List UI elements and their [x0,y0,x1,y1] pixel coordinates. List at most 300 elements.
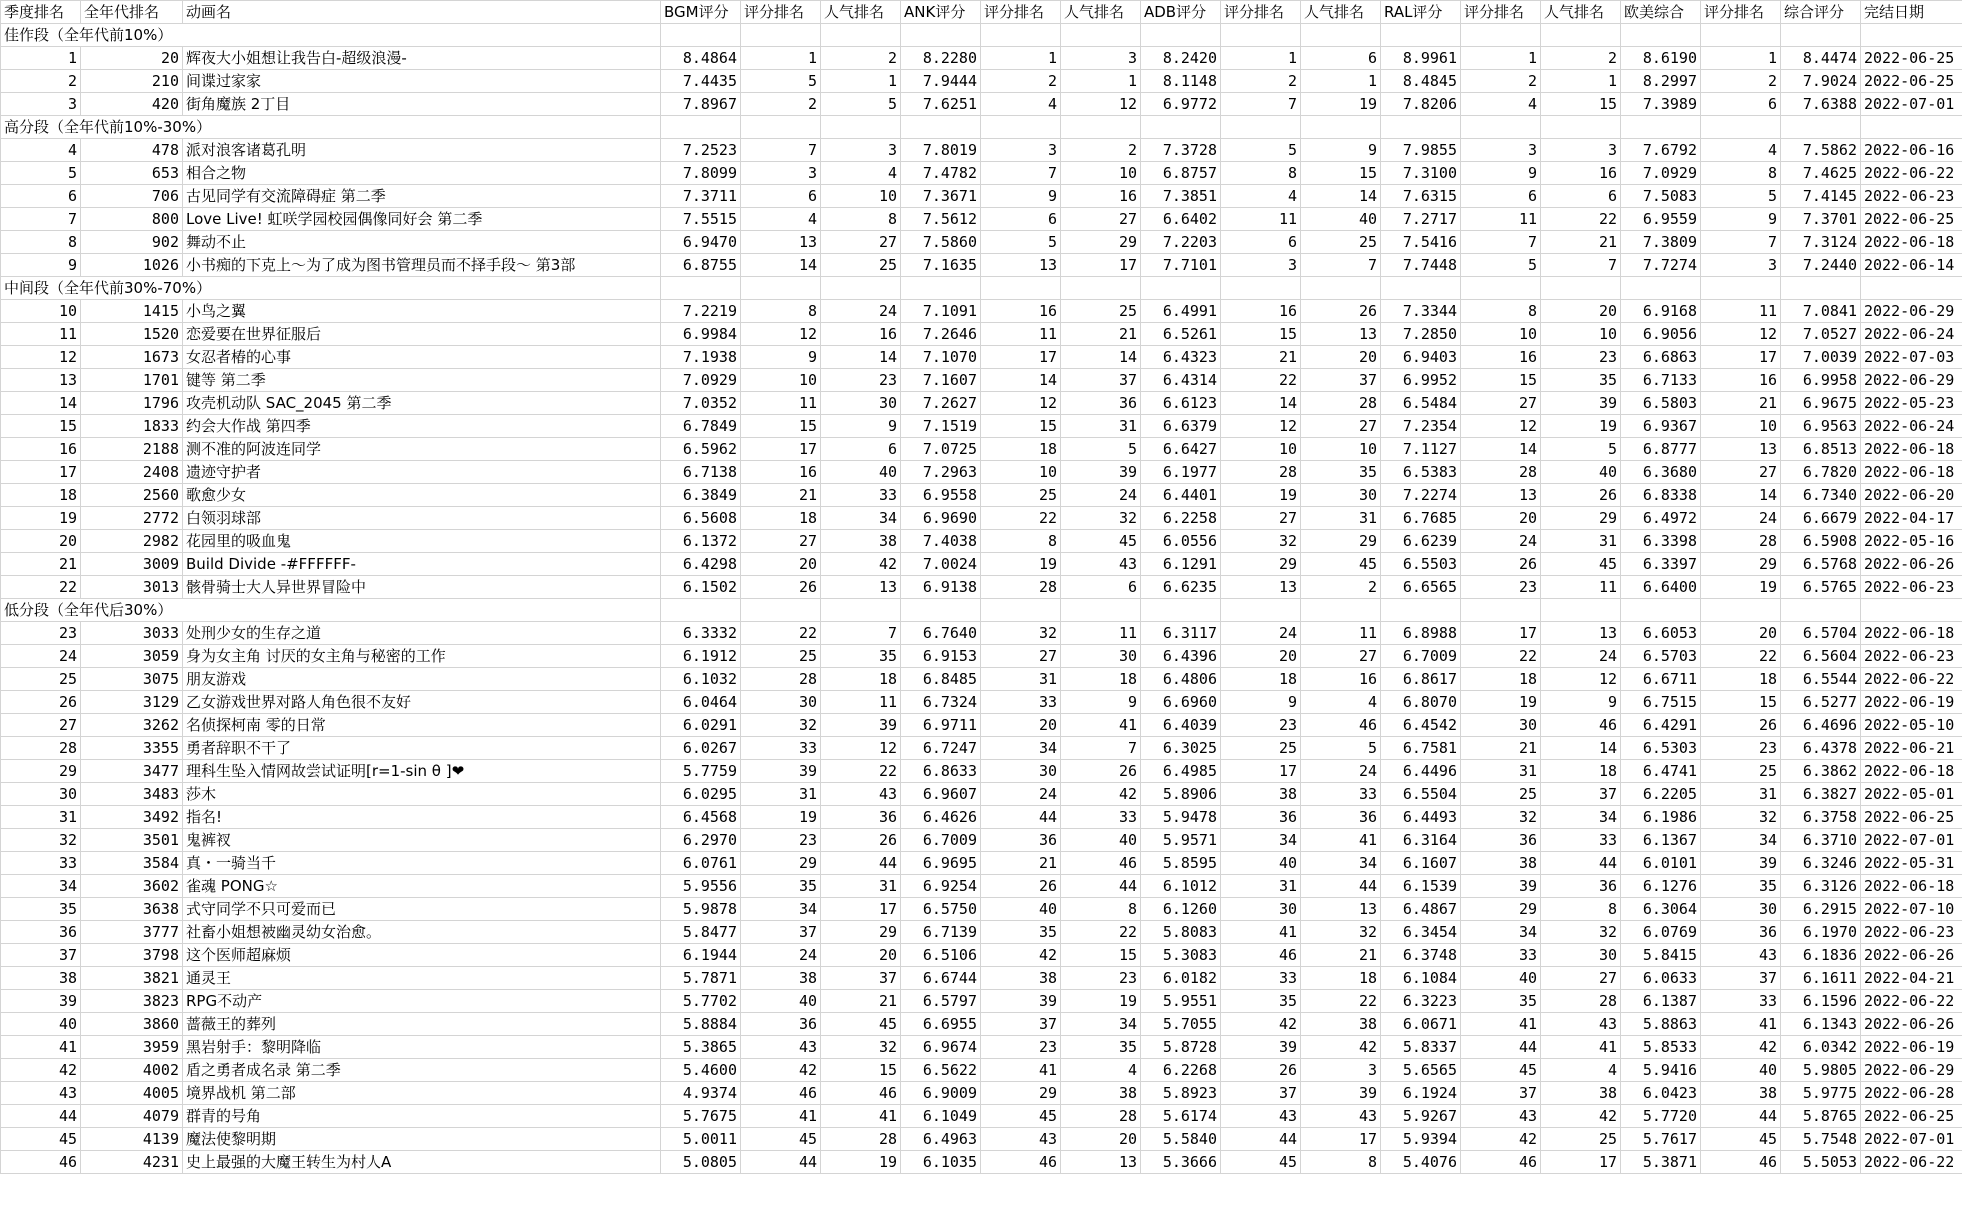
value-cell[interactable]: 2 [1061,139,1141,162]
value-cell[interactable]: 45 [821,1013,901,1036]
value-cell[interactable]: 6.3758 [1781,806,1861,829]
value-cell[interactable]: 46 [821,1082,901,1105]
value-cell[interactable]: 16 [1701,369,1781,392]
value-cell[interactable]: 6.5765 [1781,576,1861,599]
value-cell[interactable]: 3860 [81,1013,183,1036]
value-cell[interactable]: 9 [1,254,81,277]
value-cell[interactable]: 37 [1221,1082,1301,1105]
value-cell[interactable]: 29 [981,1082,1061,1105]
value-cell[interactable]: 7.1635 [901,254,981,277]
anime-name-cell[interactable]: 真・一骑当千 [183,852,661,875]
value-cell[interactable]: 13 [741,231,821,254]
value-cell[interactable]: 6.9056 [1621,323,1701,346]
value-cell[interactable]: 13 [1541,622,1621,645]
value-cell[interactable]: 13 [1,369,81,392]
value-cell[interactable]: 34 [1301,852,1381,875]
value-cell[interactable]: 16 [1301,668,1381,691]
value-cell[interactable]: 44 [981,806,1061,829]
value-cell[interactable]: 5.7759 [661,760,741,783]
value-cell[interactable]: 28 [821,1128,901,1151]
value-cell[interactable]: 36 [821,806,901,829]
value-cell[interactable]: 45 [1701,1128,1781,1151]
value-cell[interactable]: 2 [1541,47,1621,70]
finish-date-cell[interactable]: 2022-06-25 [1861,47,1962,70]
value-cell[interactable]: 17 [1061,254,1141,277]
value-cell[interactable]: 22 [981,507,1061,530]
value-cell[interactable]: 3798 [81,944,183,967]
value-cell[interactable]: 2 [1,70,81,93]
value-cell[interactable]: 6.2915 [1781,898,1861,921]
value-cell[interactable]: 13 [1701,438,1781,461]
value-cell[interactable]: 35 [981,921,1061,944]
value-cell[interactable]: 16 [821,323,901,346]
value-cell[interactable]: 7 [1061,737,1141,760]
value-cell[interactable]: 5.9878 [661,898,741,921]
value-cell[interactable]: 16 [1461,346,1541,369]
value-cell[interactable]: 7.6388 [1781,93,1861,116]
value-cell[interactable]: 2 [1301,576,1381,599]
value-cell[interactable]: 37 [1461,1082,1541,1105]
anime-name-cell[interactable]: 恋爱要在世界征服后 [183,323,661,346]
empty-cell[interactable] [1061,116,1141,139]
value-cell[interactable]: 14 [1461,438,1541,461]
value-cell[interactable]: 5.3083 [1141,944,1221,967]
value-cell[interactable]: 12 [1221,415,1301,438]
value-cell[interactable]: 6.9558 [901,484,981,507]
value-cell[interactable]: 27 [821,231,901,254]
value-cell[interactable]: 19 [1061,990,1141,1013]
value-cell[interactable]: 9 [981,185,1061,208]
anime-name-cell[interactable]: 遗迹守护者 [183,461,661,484]
value-cell[interactable]: 5.8337 [1381,1036,1461,1059]
value-cell[interactable]: 6 [1461,185,1541,208]
value-cell[interactable]: 15 [1461,369,1541,392]
value-cell[interactable]: 43 [1221,1105,1301,1128]
value-cell[interactable]: 13 [1301,898,1381,921]
value-cell[interactable]: 6.0633 [1621,967,1701,990]
value-cell[interactable]: 18 [1461,668,1541,691]
value-cell[interactable]: 478 [81,139,183,162]
value-cell[interactable]: 3477 [81,760,183,783]
value-cell[interactable]: 8 [821,208,901,231]
value-cell[interactable]: 1 [741,47,821,70]
value-cell[interactable]: 16 [1,438,81,461]
value-cell[interactable]: 9 [821,415,901,438]
value-cell[interactable]: 18 [1061,668,1141,691]
value-cell[interactable]: 6.8485 [901,668,981,691]
value-cell[interactable]: 5 [1,162,81,185]
empty-cell[interactable] [901,116,981,139]
value-cell[interactable]: 800 [81,208,183,231]
value-cell[interactable]: 4 [1,139,81,162]
value-cell[interactable]: 34 [981,737,1061,760]
value-cell[interactable]: 43 [1,1082,81,1105]
value-cell[interactable]: 6.5908 [1781,530,1861,553]
value-cell[interactable]: 18 [821,668,901,691]
value-cell[interactable]: 8.2420 [1141,47,1221,70]
value-cell[interactable]: 20 [1061,1128,1141,1151]
value-cell[interactable]: 27 [1,714,81,737]
value-cell[interactable]: 21 [821,990,901,1013]
value-cell[interactable]: 3 [1,93,81,116]
value-cell[interactable]: 46 [1301,714,1381,737]
empty-cell[interactable] [741,116,821,139]
value-cell[interactable]: 43 [1061,553,1141,576]
value-cell[interactable]: 7.3100 [1381,162,1461,185]
value-cell[interactable]: 38 [1541,1082,1621,1105]
value-cell[interactable]: 20 [981,714,1061,737]
value-cell[interactable]: 12 [1061,93,1141,116]
value-cell[interactable]: 5.0805 [661,1151,741,1174]
value-cell[interactable]: 42 [821,553,901,576]
value-cell[interactable]: 11 [1301,622,1381,645]
finish-date-cell[interactable]: 2022-06-26 [1861,1013,1962,1036]
value-cell[interactable]: 6.6239 [1381,530,1461,553]
value-cell[interactable]: 8 [1061,898,1141,921]
finish-date-cell[interactable]: 2022-06-24 [1861,415,1962,438]
anime-name-cell[interactable]: 歌愈少女 [183,484,661,507]
value-cell[interactable]: 7 [821,622,901,645]
value-cell[interactable]: 9 [741,346,821,369]
value-cell[interactable]: 6.1539 [1381,875,1461,898]
finish-date-cell[interactable]: 2022-06-18 [1861,231,1962,254]
value-cell[interactable]: 6.1836 [1781,944,1861,967]
value-cell[interactable]: 41 [981,1059,1061,1082]
value-cell[interactable]: 39 [1541,392,1621,415]
empty-cell[interactable] [1141,599,1221,622]
value-cell[interactable]: 7.5612 [901,208,981,231]
value-cell[interactable]: 32 [1461,806,1541,829]
value-cell[interactable]: 6.4493 [1381,806,1461,829]
value-cell[interactable]: 38 [1061,1082,1141,1105]
value-cell[interactable]: 17 [1541,1151,1621,1174]
value-cell[interactable]: 5.8906 [1141,783,1221,806]
empty-cell[interactable] [1621,24,1701,47]
value-cell[interactable]: 6.1912 [661,645,741,668]
value-cell[interactable]: 6.7685 [1381,507,1461,530]
anime-name-cell[interactable]: 盾之勇者成名录 第二季 [183,1059,661,1082]
empty-cell[interactable] [1781,277,1861,300]
value-cell[interactable]: 6.0464 [661,691,741,714]
empty-cell[interactable] [821,599,901,622]
value-cell[interactable]: 14 [741,254,821,277]
finish-date-cell[interactable]: 2022-06-24 [1861,323,1962,346]
value-cell[interactable]: 15 [1701,691,1781,714]
value-cell[interactable]: 30 [821,392,901,415]
value-cell[interactable]: 6.1924 [1381,1082,1461,1105]
value-cell[interactable]: 7.2354 [1381,415,1461,438]
value-cell[interactable]: 40 [1461,967,1541,990]
value-cell[interactable]: 8 [1461,300,1541,323]
value-cell[interactable]: 28 [1221,461,1301,484]
value-cell[interactable]: 11 [1541,576,1621,599]
value-cell[interactable]: 45 [1061,530,1141,553]
value-cell[interactable]: 7.7448 [1381,254,1461,277]
value-cell[interactable]: 39 [981,990,1061,1013]
value-cell[interactable]: 6.5962 [661,438,741,461]
value-cell[interactable]: 8.2997 [1621,70,1701,93]
value-cell[interactable]: 20 [1701,622,1781,645]
value-cell[interactable]: 5.9478 [1141,806,1221,829]
value-cell[interactable]: 3 [821,139,901,162]
value-cell[interactable]: 2 [741,93,821,116]
finish-date-cell[interactable]: 2022-06-22 [1861,1151,1962,1174]
finish-date-cell[interactable]: 2022-06-18 [1861,461,1962,484]
value-cell[interactable]: 7.8099 [661,162,741,185]
value-cell[interactable]: 10 [1221,438,1301,461]
value-cell[interactable]: 7.0024 [901,553,981,576]
value-cell[interactable]: 30 [1541,944,1621,967]
empty-cell[interactable] [981,599,1061,622]
finish-date-cell[interactable]: 2022-07-01 [1861,829,1962,852]
value-cell[interactable]: 8 [1541,898,1621,921]
value-cell[interactable]: 37 [1301,369,1381,392]
value-cell[interactable]: 13 [1221,576,1301,599]
empty-cell[interactable] [661,599,741,622]
value-cell[interactable]: 3355 [81,737,183,760]
value-cell[interactable]: 1 [1061,70,1141,93]
value-cell[interactable]: 21 [1461,737,1541,760]
value-cell[interactable]: 8.6190 [1621,47,1701,70]
value-cell[interactable]: 6.9168 [1621,300,1701,323]
anime-name-cell[interactable]: 白领羽球部 [183,507,661,530]
value-cell[interactable]: 6.1032 [661,668,741,691]
value-cell[interactable]: 5.7871 [661,967,741,990]
finish-date-cell[interactable]: 2022-06-22 [1861,990,1962,1013]
value-cell[interactable]: 14 [1701,484,1781,507]
value-cell[interactable]: 7.2274 [1381,484,1461,507]
value-cell[interactable]: 44 [1221,1128,1301,1151]
value-cell[interactable]: 37 [741,921,821,944]
value-cell[interactable]: 46 [741,1082,821,1105]
empty-cell[interactable] [901,599,981,622]
value-cell[interactable]: 36 [741,1013,821,1036]
value-cell[interactable]: 17 [741,438,821,461]
empty-cell[interactable] [1221,277,1301,300]
value-cell[interactable]: 34 [1461,921,1541,944]
value-cell[interactable]: 5.9556 [661,875,741,898]
value-cell[interactable]: 5.9416 [1621,1059,1701,1082]
empty-cell[interactable] [1061,24,1141,47]
value-cell[interactable]: 7.0352 [661,392,741,415]
finish-date-cell[interactable]: 2022-06-25 [1861,70,1962,93]
value-cell[interactable]: 7.4625 [1781,162,1861,185]
value-cell[interactable]: 11 [1221,208,1301,231]
value-cell[interactable]: 6.4396 [1141,645,1221,668]
value-cell[interactable]: 34 [1541,806,1621,829]
value-cell[interactable]: 14 [1541,737,1621,760]
empty-cell[interactable] [741,599,821,622]
value-cell[interactable]: 3 [1541,139,1621,162]
value-cell[interactable]: 6.5768 [1781,553,1861,576]
value-cell[interactable]: 5.5840 [1141,1128,1221,1151]
value-cell[interactable]: 38 [1301,1013,1381,1036]
value-cell[interactable]: 6.6427 [1141,438,1221,461]
value-cell[interactable]: 33 [1301,783,1381,806]
value-cell[interactable]: 34 [1701,829,1781,852]
value-cell[interactable]: 7.8206 [1381,93,1461,116]
value-cell[interactable]: 31 [981,668,1061,691]
value-cell[interactable]: 17 [1701,346,1781,369]
value-cell[interactable]: 6.3246 [1781,852,1861,875]
value-cell[interactable]: 35 [821,645,901,668]
value-cell[interactable]: 44 [1,1105,81,1128]
column-header[interactable]: 评分排名 [741,1,821,24]
value-cell[interactable]: 6.0295 [661,783,741,806]
empty-cell[interactable] [1621,277,1701,300]
anime-name-cell[interactable]: 处刑少女的生存之道 [183,622,661,645]
value-cell[interactable]: 19 [1221,484,1301,507]
value-cell[interactable]: 7.2219 [661,300,741,323]
anime-name-cell[interactable]: 乙女游戏世界对路人角色很不友好 [183,691,661,714]
finish-date-cell[interactable]: 2022-04-21 [1861,967,1962,990]
empty-cell[interactable] [1301,599,1381,622]
value-cell[interactable]: 6.6400 [1621,576,1701,599]
value-cell[interactable]: 30 [981,760,1061,783]
finish-date-cell[interactable]: 2022-05-01 [1861,783,1962,806]
column-header[interactable]: 评分排名 [1461,1,1541,24]
value-cell[interactable]: 3823 [81,990,183,1013]
value-cell[interactable]: 42 [1,1059,81,1082]
anime-name-cell[interactable]: 名侦探柯南 零的日常 [183,714,661,737]
empty-cell[interactable] [1701,116,1781,139]
value-cell[interactable]: 29 [821,921,901,944]
value-cell[interactable]: 4 [741,208,821,231]
value-cell[interactable]: 44 [1701,1105,1781,1128]
value-cell[interactable]: 10 [981,461,1061,484]
column-header[interactable]: ADB评分 [1141,1,1221,24]
value-cell[interactable]: 6.1343 [1781,1013,1861,1036]
value-cell[interactable]: 4 [1701,139,1781,162]
value-cell[interactable]: 45 [1,1128,81,1151]
anime-name-cell[interactable]: 攻壳机动队 SAC_2045 第二季 [183,392,661,415]
empty-cell[interactable] [821,277,901,300]
anime-name-cell[interactable]: 史上最强的大魔王转生为村人A [183,1151,661,1174]
value-cell[interactable]: 6.8777 [1621,438,1701,461]
value-cell[interactable]: 13 [1461,484,1541,507]
value-cell[interactable]: 15 [821,1059,901,1082]
value-cell[interactable]: 26 [1301,300,1381,323]
finish-date-cell[interactable]: 2022-06-19 [1861,691,1962,714]
value-cell[interactable]: 35 [1541,369,1621,392]
value-cell[interactable]: 6.6744 [901,967,981,990]
value-cell[interactable]: 33 [981,691,1061,714]
value-cell[interactable]: 6.5750 [901,898,981,921]
value-cell[interactable]: 30 [1061,645,1141,668]
value-cell[interactable]: 6.7820 [1781,461,1861,484]
value-cell[interactable]: 24 [1701,507,1781,530]
value-cell[interactable]: 18 [1541,760,1621,783]
finish-date-cell[interactable]: 2022-06-20 [1861,484,1962,507]
value-cell[interactable]: 33 [821,484,901,507]
value-cell[interactable]: 6.9403 [1381,346,1461,369]
column-header[interactable]: 全年代排名 [81,1,183,24]
value-cell[interactable]: 32 [821,1036,901,1059]
value-cell[interactable]: 1 [821,70,901,93]
value-cell[interactable]: 24 [1301,760,1381,783]
value-cell[interactable]: 6.9711 [901,714,981,737]
value-cell[interactable]: 2 [821,47,901,70]
value-cell[interactable]: 5.3871 [1621,1151,1701,1174]
value-cell[interactable]: 12 [1541,668,1621,691]
value-cell[interactable]: 42 [1221,1013,1301,1036]
value-cell[interactable]: 28 [741,668,821,691]
value-cell[interactable]: 6.5503 [1381,553,1461,576]
value-cell[interactable]: 37 [1541,783,1621,806]
empty-cell[interactable] [821,24,901,47]
value-cell[interactable]: 39 [1221,1036,1301,1059]
value-cell[interactable]: 40 [1221,852,1301,875]
value-cell[interactable]: 6.7324 [901,691,981,714]
value-cell[interactable]: 6.6960 [1141,691,1221,714]
value-cell[interactable]: 7.3124 [1781,231,1861,254]
value-cell[interactable]: 22 [741,622,821,645]
value-cell[interactable]: 46 [1461,1151,1541,1174]
value-cell[interactable]: 3129 [81,691,183,714]
anime-name-cell[interactable]: 境界战机 第二部 [183,1082,661,1105]
empty-cell[interactable] [901,24,981,47]
value-cell[interactable]: 6.1607 [1381,852,1461,875]
value-cell[interactable]: 24 [1461,530,1541,553]
value-cell[interactable]: 6.7139 [901,921,981,944]
value-cell[interactable]: 27 [1461,392,1541,415]
value-cell[interactable]: 6.6053 [1621,622,1701,645]
finish-date-cell[interactable]: 2022-05-10 [1861,714,1962,737]
value-cell[interactable]: 20 [741,553,821,576]
value-cell[interactable]: 38 [1461,852,1541,875]
value-cell[interactable]: 31 [1701,783,1781,806]
empty-cell[interactable] [1861,277,1962,300]
value-cell[interactable]: 6.7247 [901,737,981,760]
finish-date-cell[interactable]: 2022-07-10 [1861,898,1962,921]
value-cell[interactable]: 40 [821,461,901,484]
value-cell[interactable]: 40 [1701,1059,1781,1082]
value-cell[interactable]: 6.2268 [1141,1059,1221,1082]
value-cell[interactable]: 6.3332 [661,622,741,645]
value-cell[interactable]: 42 [1461,1128,1541,1151]
value-cell[interactable]: 44 [1061,875,1141,898]
value-cell[interactable]: 1673 [81,346,183,369]
empty-cell[interactable] [1221,116,1301,139]
value-cell[interactable]: 2408 [81,461,183,484]
value-cell[interactable]: 10 [1461,323,1541,346]
value-cell[interactable]: 42 [741,1059,821,1082]
value-cell[interactable]: 8 [1,231,81,254]
value-cell[interactable]: 17 [821,898,901,921]
value-cell[interactable]: 5.8923 [1141,1082,1221,1105]
value-cell[interactable]: 8.4845 [1381,70,1461,93]
finish-date-cell[interactable]: 2022-06-26 [1861,944,1962,967]
value-cell[interactable]: 43 [1301,1105,1381,1128]
value-cell[interactable]: 26 [1461,553,1541,576]
value-cell[interactable]: 34 [1,875,81,898]
value-cell[interactable]: 32 [1301,921,1381,944]
finish-date-cell[interactable]: 2022-06-26 [1861,553,1962,576]
value-cell[interactable]: 14 [1301,185,1381,208]
value-cell[interactable]: 23 [821,369,901,392]
value-cell[interactable]: 37 [821,967,901,990]
value-cell[interactable]: 6.4039 [1141,714,1221,737]
empty-cell[interactable] [1781,24,1861,47]
anime-name-cell[interactable]: 雀魂 PONG☆ [183,875,661,898]
empty-cell[interactable] [1541,599,1621,622]
finish-date-cell[interactable]: 2022-06-29 [1861,300,1962,323]
anime-name-cell[interactable]: 魔法使黎明期 [183,1128,661,1151]
value-cell[interactable]: 25 [1061,300,1141,323]
value-cell[interactable]: 32 [1061,507,1141,530]
value-cell[interactable]: 29 [1061,231,1141,254]
value-cell[interactable]: 7.4038 [901,530,981,553]
